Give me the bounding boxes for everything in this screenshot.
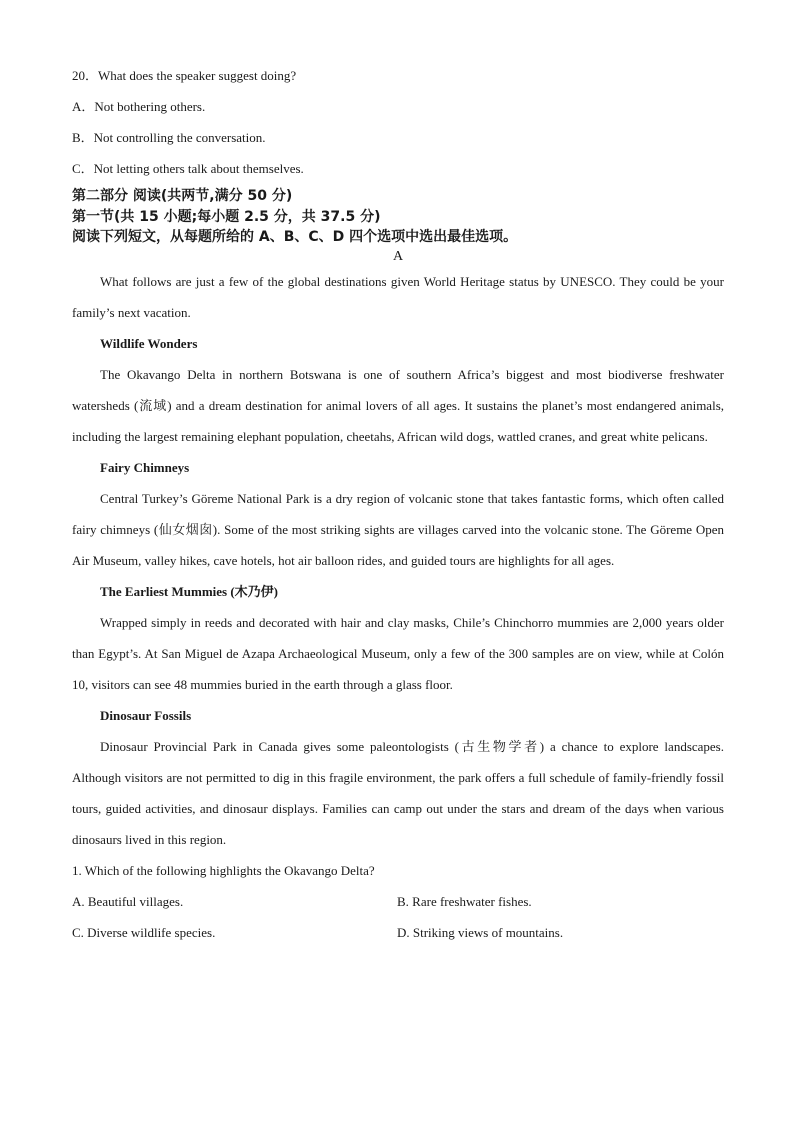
question-1-option-d: D. Striking views of mountains. xyxy=(397,924,564,940)
paragraph-dinosaur-fossils: Dinosaur Provincial Park in Canada gives some paleontologists (古生物学者) a chance to explore landscapes. Although visitors are not permitted to dig in this fragile environment, the park offers a full schedule of family-friendly fossil tours, guided activities, and dinosaur displays. Families can camp out under the stars and dream of the days when various dinosaurs lived in this region. xyxy=(72,738,724,847)
passage-intro: What follows are just a few of the global destinations given World Heritage status by UNESCO. They could be your family’s next vacation. xyxy=(72,273,724,320)
listening-option-c: C．Not letting others talk about themselves. xyxy=(72,161,304,176)
heading-wildlife-wonders: Wildlife Wonders xyxy=(100,335,198,351)
question-1-stem: 1. Which of the following highlights the Okavango Delta? xyxy=(72,862,375,878)
question-1-option-b: B. Rare freshwater fishes. xyxy=(397,893,532,909)
part-title: 第二部分 阅读(共两节,满分 50 分) xyxy=(72,188,293,204)
paragraph-wildlife-wonders: The Okavango Delta in northern Botswana is one of southern Africa’s biggest and most biodiverse freshwater watersheds (流域) and a dream destination for animal lovers of all ages. It sustains the planet’s most endangered animals, including the largest remaining elephant population, cheetahs, African wild dogs, wattled cranes, and great white pelicans. xyxy=(72,366,724,444)
listening-question: 20．What does the speaker suggest doing? xyxy=(72,68,297,83)
section-subtitle: 第一节(共 15 小题;每小题 2.5 分，共 37.5 分) xyxy=(72,208,381,225)
question-1-options-row-1 xyxy=(72,886,724,917)
paragraph-earliest-mummies: Wrapped simply in reeds and decorated with hair and clay masks, Chile’s Chinchorro mummies are 2,000 years older than Egypt’s. At San Miguel de Azapa Archaeological Museum, only a few of the 300 samples are on view, while at Colón 10, visitors can see 48 mummies buried in the earth through a glass floor. xyxy=(72,614,724,692)
question-1-options-row-2 xyxy=(72,917,724,948)
heading-dinosaur-fossils: Dinosaur Fossils xyxy=(100,707,192,723)
heading-fairy-chimneys: Fairy Chimneys xyxy=(100,459,190,475)
listening-option-b: B．Not controlling the conversation. xyxy=(72,130,266,145)
listening-option-a: A．Not bothering others. xyxy=(72,99,206,114)
reading-instruction: 阅读下列短文，从每题所给的 A、B、C、D 四个选项中选出最佳选项。 xyxy=(72,229,518,245)
heading-earliest-mummies: The Earliest Mummies (木乃伊) xyxy=(100,583,279,599)
paragraph-fairy-chimneys: Central Turkey’s Göreme National Park is a dry region of volcanic stone that takes fantastic forms, which often called fairy chimneys (仙女烟囱). Some of the most striking sights are villages carved into the volcanic stone. The Göreme Open Air Museum, valley hikes, cave hotels, hot air balloon rides, and guided tours are highlights for all ages. xyxy=(72,490,724,568)
question-1-option-c: C. Diverse wildlife species. xyxy=(72,924,216,940)
exam-page xyxy=(72,60,724,948)
passage-label: A xyxy=(392,248,404,264)
question-1-option-a: A. Beautiful villages. xyxy=(72,893,184,909)
